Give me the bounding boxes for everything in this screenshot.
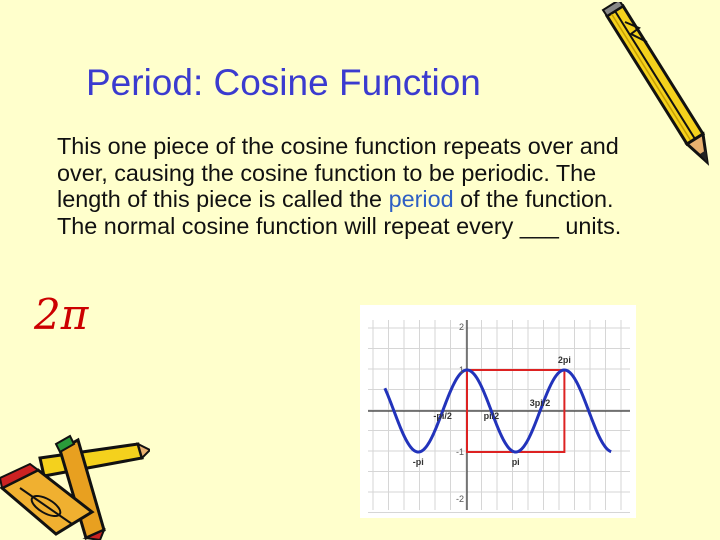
handwritten-answer: 2π (34, 290, 89, 339)
crayons-icon (0, 430, 150, 540)
cosine-graph (360, 305, 636, 518)
y-tick-label: -1 (455, 447, 464, 457)
y-tick-label: -2 (455, 494, 464, 504)
x-tick-label: -pi/2 (433, 411, 452, 421)
paragraph-text-end: of the function. The normal cosine function will repeat every ___ units. (57, 186, 622, 239)
slide-title: Period: Cosine Function (86, 62, 481, 103)
paragraph-text-start: This one piece of the cosine function repeats over and over, causing the cosine function to be periodic. The length of this piece is called the (57, 133, 619, 212)
pencil-icon (595, 2, 717, 172)
x-tick-label: pi (511, 457, 520, 467)
body-paragraph (57, 133, 627, 239)
y-tick-label: 2 (458, 322, 464, 332)
cosine-graph-svg (360, 305, 636, 518)
period-highlight: period (388, 186, 454, 212)
x-tick-label: -pi (412, 457, 424, 467)
x-tick-label: pi/2 (483, 411, 500, 421)
x-tick-label: 2pi (557, 355, 571, 365)
y-tick-label: 1 (458, 365, 464, 375)
labels (413, 322, 571, 504)
x-tick-label: 3pi/2 (529, 398, 551, 408)
